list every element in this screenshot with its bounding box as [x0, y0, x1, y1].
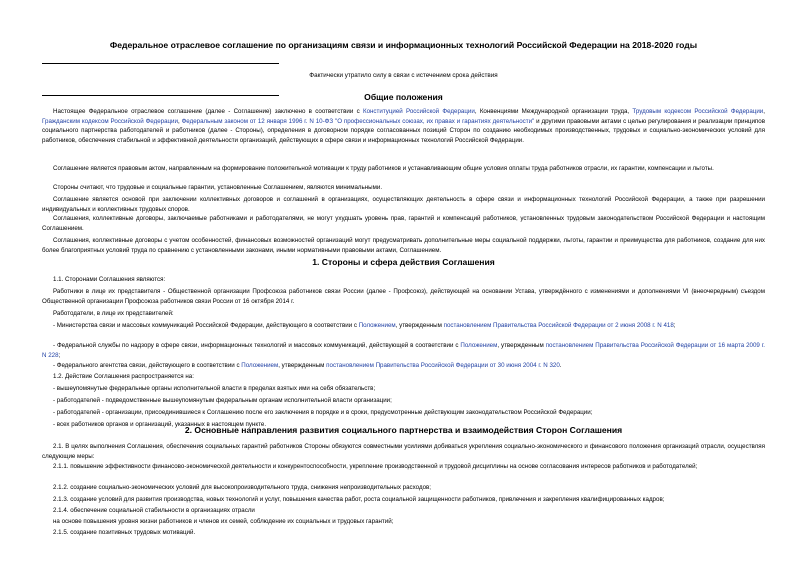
link-decree-320[interactable]: постановлением Правительства Российской Федерации от 30 июня 2004 г. N 320 [326, 362, 560, 369]
link-civil-code[interactable]: Гражданским кодексом Российской Федерации [42, 117, 178, 125]
link-regulation-2[interactable]: Положением [460, 342, 498, 349]
link-labor-code[interactable]: Трудовым кодексом Российской Федерации [632, 108, 764, 115]
top-divider [42, 63, 279, 64]
s1-line-9: - работодателей - подведомственные вышеупомянутым федеральным органам исполнительной власти организации; [53, 397, 392, 404]
document-title: Федеральное отраслевое соглашение по организациям связи и информационных технологий Российской Федерации на 2018-2020 годы [109, 40, 698, 50]
section-title-2: 2. Основные направления развития социального партнерства и взаимодействия Сторон Соглашения [184, 425, 623, 435]
general-paragraph-3: Стороны считают, что трудовые и социальные гарантии, установленные Соглашением, являются минимальными. [53, 184, 383, 191]
s1-line-3: Работодатели, в лице их представителей: [53, 310, 174, 317]
s1-line-8: - вышеупомянутые федеральные органы исполнительной власти в пределах взятых ими на себя обязательств; [53, 385, 376, 392]
s1-line-11: - всех работников органов и организаций, указанных в настоящем пункте. [53, 421, 267, 428]
s2-line-3: 2.1.2. создание социально-экономических условий для высокопроизводительного труда, снижения непроизводительных расходов; [53, 484, 432, 491]
general-paragraph-2: Соглашение является правовым актом, направленным на формирование положительной мотивации к труду работников и устанавливающим общие условия оплаты труда работников отрасли, их гарантии, компенсации и льготы. [53, 165, 714, 172]
s1-line-7: 1.2. Действие Соглашения распространяется на: [53, 373, 194, 380]
s1-line-10: - работодателей - организации, присоединившиеся к Соглашению после его заключения в порядке и в сроки, предусмотренные действующим законодательством Российской Федерации; [53, 409, 593, 416]
status-note: Фактически утратило силу в связи с истечением срока действия [309, 72, 498, 79]
s2-line-7: 2.1.5. создание позитивных трудовых мотиваций. [53, 529, 196, 536]
link-regulation-1[interactable]: Положением [358, 322, 396, 329]
link-trade-union-law[interactable]: Федеральным законом от 12 января 1996 г. N 10-ФЗ "О профессиональных союзах, их правах и гарантиях деятельности" [181, 117, 535, 125]
s2-line-5: 2.1.4. обеспечение социальной стабильности в организациях отрасли [53, 507, 255, 514]
link-decree-228[interactable]: постановлением Правительства Российской Федерации от 16 марта 2009 г. N 228 [42, 342, 765, 359]
s1-paragraph-5: - Федеральной службы по надзору в сфере связи, информационных технологий и массовых коммуникаций, действующей в соответствии с Положением, утвержденным постановлением Правительства Российской Федерации от 16 марта 2009 г. N 228; [42, 342, 765, 359]
s1-paragraph-4: - Министерства связи и массовых коммуникаций Российской Федерации, действующего в соответствии с Положением, утвержденным постановлением Правительства Российской Федерации от 2 июня 2008 г. N 418; [53, 322, 676, 329]
link-constitution[interactable]: Конституцией Российской Федерации [362, 108, 475, 115]
s2-line-4: 2.1.3. создание условий для развития производства, новых технологий и услуг, повышения качества работ, роста социальной защищенности работников, привлечения и закрепления квалифицированных кадров; [53, 496, 665, 503]
s1-paragraph-2: Работники в лице их представителя - Общественной организации Профсоюза работников связи России (далее - Профсоюз), действующей на основании Устава, утверждённого с изменениями и дополнениями VI (внеочередным) съездом Общественной организации Профсоюза работников связи России от 16 октября 2014 г. [42, 288, 765, 305]
s1-line-6: - Федерального агентства связи, действующего в соответствии с Положением, утвержденным постановлением Правительства Российской Федерации от 30 июня 2004 г. N 320. [53, 362, 562, 369]
s2-paragraph-2: 2.1.1. повышение эффективности финансово-экономической деятельности и конкурентоспособности, укрепление производственной и трудовой дисциплины на основе согласования интересов работников и работодателей; [53, 463, 698, 470]
general-paragraph-5: Соглашения, коллективные договоры, заключаемые работниками и работодателями, не могут ухудшать уровень прав, гарантий и компенсаций работников, установленных трудовым законодательством Российской Федерации и настоящим Соглашением. [42, 215, 765, 232]
link-regulation-3[interactable]: Положением [241, 362, 279, 369]
section-title-1: 1. Стороны и сфера действия Соглашения [312, 257, 495, 267]
link-decree-418[interactable]: постановлением Правительства Российской Федерации от 2 июня 2008 г. N 418 [443, 322, 674, 329]
general-paragraph-6: Соглашения, коллективные договоры с учетом особенностей, финансовых возможностей организаций могут предусматривать дополнительные меры социальной поддержки, льготы, гарантии и преимущества для работников, создание для них более благоприятных условий труда по сравнению с установленными законами, иными нормативными правовыми актами, Соглашением. [42, 237, 765, 254]
s1-line-1: 1.1. Сторонами Соглашения являются: [53, 276, 166, 283]
section-title-general: Общие положения [364, 92, 443, 102]
general-paragraph-4: Соглашение является основой при заключении коллективных договоров и соглашений в организациях, осуществляющих деятельность в сфере связи и информационных технологий Российской Федерации, а также при разрешении индивидуальных и коллективных трудовых споров. [42, 196, 765, 213]
s2-line-6: на основе повышения уровня жизни работников и членов их семей, соблюдение их социальных и трудовых гарантий; [53, 518, 394, 525]
s2-paragraph-1: 2.1. В целях выполнения Соглашения, обеспечения социальных гарантий работников Стороны обязуются совместными усилиями добиваться укрепления социально-экономического и финансового положения организаций отрасли, осуществляя следующие меры: [42, 443, 765, 460]
general-paragraph-1: Настоящее Федеральное отраслевое соглашение (далее - Соглашение) заключено в соответствии с Конституцией Российской Федерации, Конвенциями Международной организации труда, Трудовым кодексом Российской Федерации, Гражданским кодексом Российской Федерации, Федеральным законом от 12 января 1996 г. N 10-ФЗ "О профессиональных союзах, их правах и гарантиях деятельности" и другими правовыми актами с целью регулирования и реализации принципов социального партнерства работодателей и работников (далее - Стороны), определения в договорном порядке согласованных позиций Сторон по созданию необходимых производственных, трудовых и социально-экономических условий для работников, обеспечения стабильной и эффективной деятельности организаций, действующих в сфере связи и информационных технологий Российской Федерации. [42, 108, 766, 144]
